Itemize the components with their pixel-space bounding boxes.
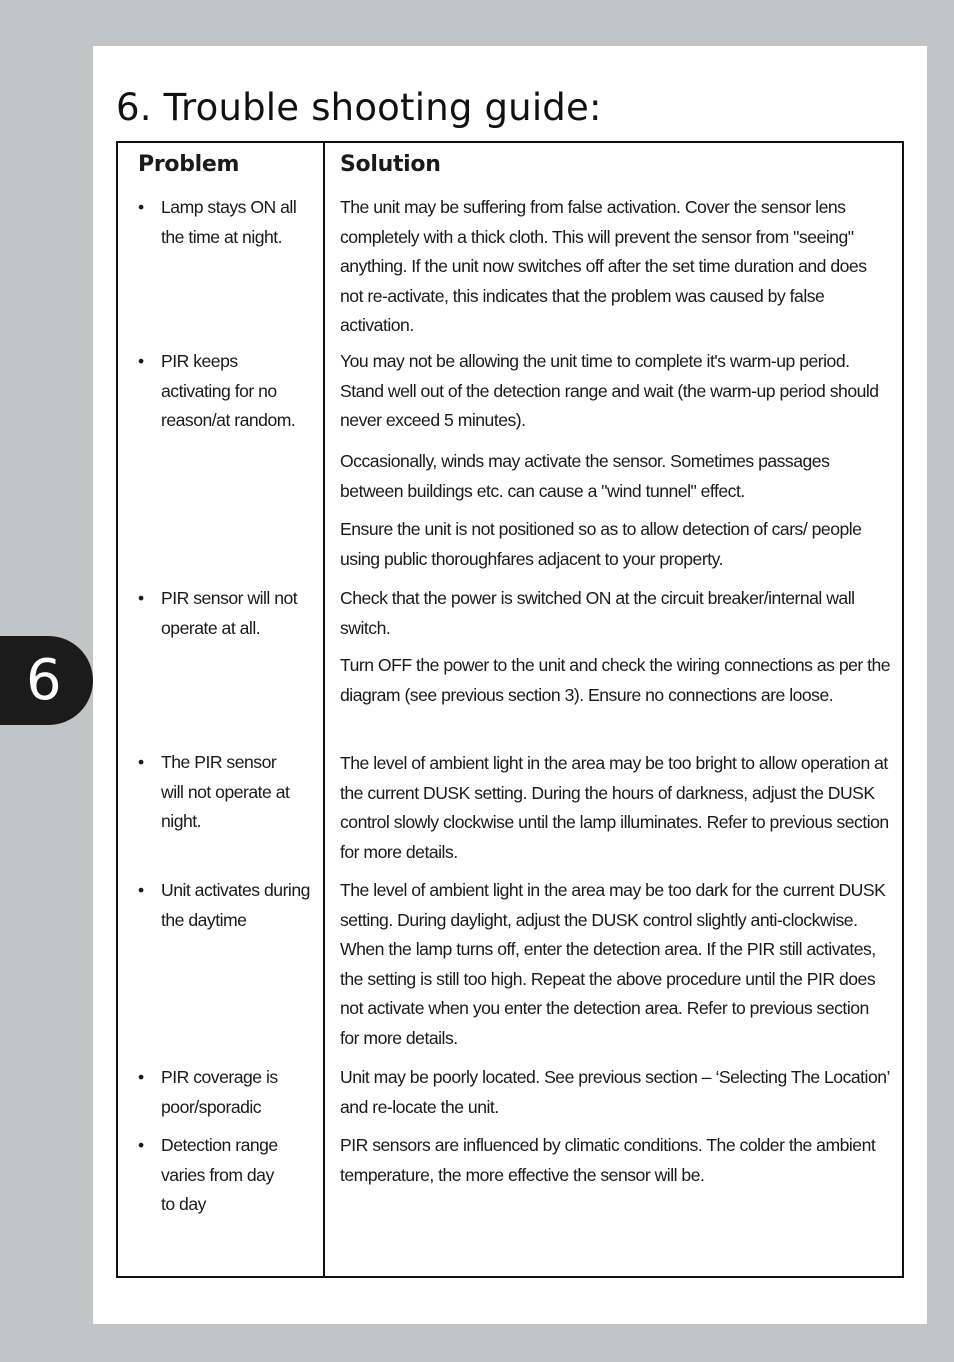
problem-column-header: Problem [138, 152, 240, 177]
solution-text: PIR sensors are influenced by climatic conditions. The colder the ambient temperature, the more effective the sensor will be. [340, 1135, 876, 1185]
bullet: • [138, 1067, 144, 1087]
problem-item [138, 876, 320, 935]
problem-text: PIR coverage is poor/sporadic [161, 1067, 278, 1117]
solution-column-header: Solution [340, 152, 441, 177]
bullet: • [138, 197, 144, 217]
solution-text: Occasionally, winds may activate the sensor. Sometimes passages between buildings etc. can cause a "wind tunnel" effect. [340, 451, 830, 501]
solution-text: The level of ambient light in the area may be too bright to allow operation at the current DUSK setting. During the hours of darkness, adjust the DUSK control slowly clockwise until the lamp illuminates. Refer to previous section for more details. [340, 753, 889, 862]
problem-item [138, 193, 320, 252]
bullet: • [138, 752, 144, 772]
solution-text: Turn OFF the power to the unit and check the wiring connections as per the diagram (see previous section 3). Ensure no connections are loose. [340, 655, 891, 705]
page-title: 6. Trouble shooting guide: [116, 86, 602, 129]
bullet: • [138, 588, 144, 608]
bullet: • [138, 351, 144, 371]
bullet: • [138, 880, 144, 900]
solution-text: The unit may be suffering from false activation. Cover the sensor lens completely with a thick cloth. This will prevent the sensor from "seeing" anything. If the unit now switches off after the set time duration and does not re-activate, this indicates that the problem was caused by false activation. [340, 197, 867, 335]
problem-item [138, 1063, 320, 1122]
solution-text: Check that the power is switched ON at the circuit breaker/internal wall switch. [340, 588, 855, 638]
solution-text: You may not be allowing the unit time to complete it's warm-up period. Stand well out of the detection range and wait (the warm-up period should never exceed 5 minutes). [340, 351, 879, 430]
solution-text: Ensure the unit is not positioned so as to allow detection of cars/ people using public thoroughfares adjacent to your property. [340, 519, 862, 569]
problem-text: PIR sensor will not operate at all. [161, 588, 298, 638]
solution-text: The level of ambient light in the area may be too dark for the current DUSK setting. During daylight, adjust the DUSK control slightly anti-clockwise. When the lamp turns off, enter the detection area. If the PIR still activates, the setting is still too high. Repeat the above procedure until the PIR does not activate when you enter the detection area. Refer to previous section for more details. [340, 880, 886, 1048]
problem-text: The PIR sensor will not operate at night. [161, 752, 290, 831]
section-tab: 6 [0, 636, 93, 725]
problem-text: Unit activates during the daytime [161, 880, 310, 930]
problem-text: Lamp stays ON all the time at night. [161, 197, 297, 247]
problem-text: PIR keeps activating for no reason/at random. [161, 351, 296, 430]
bullet: • [138, 1135, 144, 1155]
problem-item [138, 347, 320, 436]
column-divider [323, 141, 325, 1278]
problem-item [138, 1131, 320, 1220]
solution-text: Unit may be poorly located. See previous section – ‘Selecting The Location’ and re-locate the unit. [340, 1067, 890, 1117]
problem-item [138, 584, 320, 643]
problem-text: Detection range varies from day to day [161, 1135, 278, 1214]
problem-item [138, 748, 320, 837]
